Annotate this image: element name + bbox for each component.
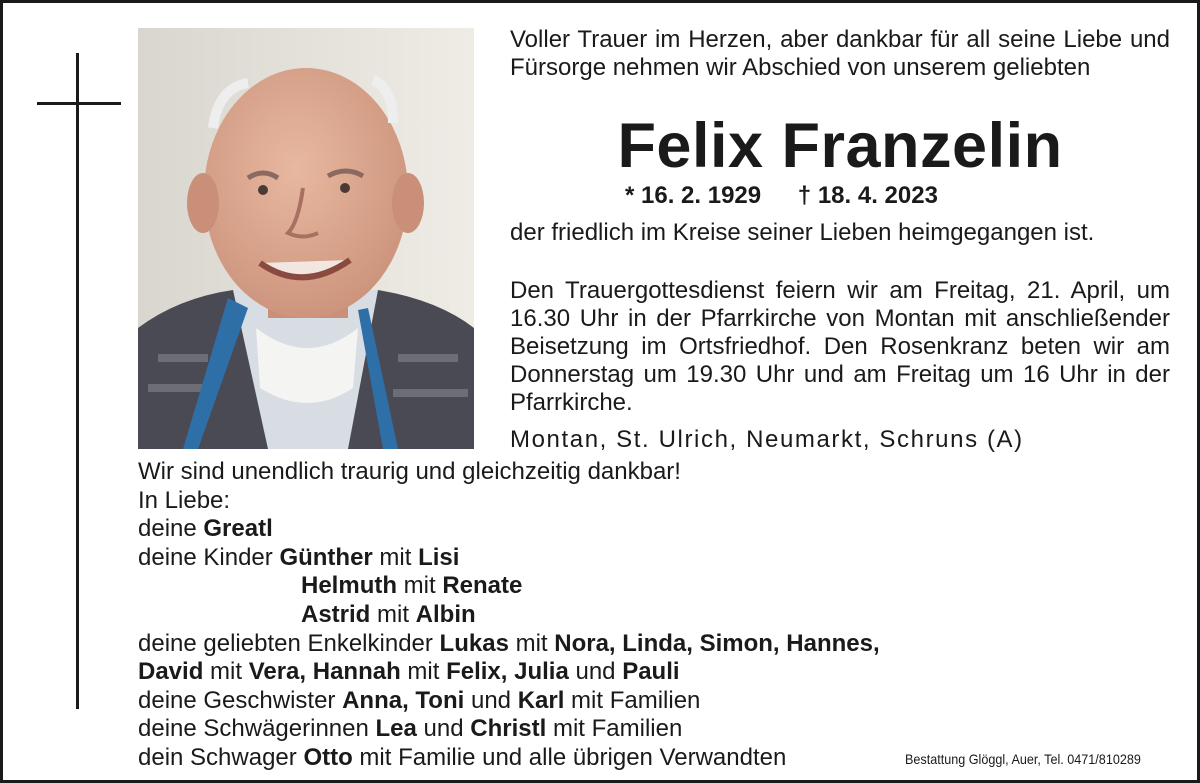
mourners-line: deine Greatl xyxy=(138,515,273,543)
life-dates xyxy=(625,181,938,211)
portrait-photo xyxy=(138,28,474,449)
death-date: † 18. 4. 2023 xyxy=(797,182,938,209)
cross-icon xyxy=(76,53,79,709)
cross-icon-bar xyxy=(37,102,121,105)
mourners-line: Helmuth mit Renate xyxy=(301,572,523,600)
birth-date: * 16. 2. 1929 xyxy=(625,182,762,209)
mourners-list xyxy=(138,458,1018,773)
places-line: Montan, St. Ulrich, Neumarkt, Schruns (A) xyxy=(510,426,1024,453)
mourners-line: deine geliebten Enkelkinder Lukas mit Nora, Linda, Simon, Hannes, xyxy=(138,629,880,657)
passing-text: der friedlich im Kreise seiner Lieben heimgegangen ist. xyxy=(510,219,1095,246)
service-text: Den Trauergottesdienst feiern wir am Freitag, 21. April, um 16.30 Uhr in der Pfarrkirche von Montan mit anschließender Beisetzung im Ortsfriedhof. Den Rosenkranz beten wir am Donnerstag um 19.30 Uhr und am Freitag um 16 Uhr in der Pfarrkirche. xyxy=(510,277,1170,416)
mourners-line: David mit Vera, Hannah mit Felix, Julia und Pauli xyxy=(138,658,680,686)
mourners-line: deine Kinder Günther mit Lisi xyxy=(138,543,460,571)
undertaker-info: Bestattung Glöggl, Auer, Tel. 0471/810289 xyxy=(905,751,1141,767)
mourners-line: Wir sind unendlich traurig und gleichzeitig dankbar! xyxy=(138,458,681,485)
mourners-line: In Liebe: xyxy=(138,486,231,514)
mourners-line: dein Schwager Otto mit Familie und alle übrigen Verwandten xyxy=(138,743,787,771)
intro-text: Voller Trauer im Herzen, aber dankbar für all seine Liebe und Fürsorge nehmen wir Abschied von unserem geliebten xyxy=(510,26,1170,81)
mourners-line: deine Geschwister Anna, Toni und Karl mit Familien xyxy=(138,686,701,714)
deceased-name: Felix Franzelin xyxy=(617,111,1063,181)
mourners-line: Astrid mit Albin xyxy=(301,600,476,628)
mourners-line: deine Schwägerinnen Lea und Christl mit Familien xyxy=(138,715,683,743)
